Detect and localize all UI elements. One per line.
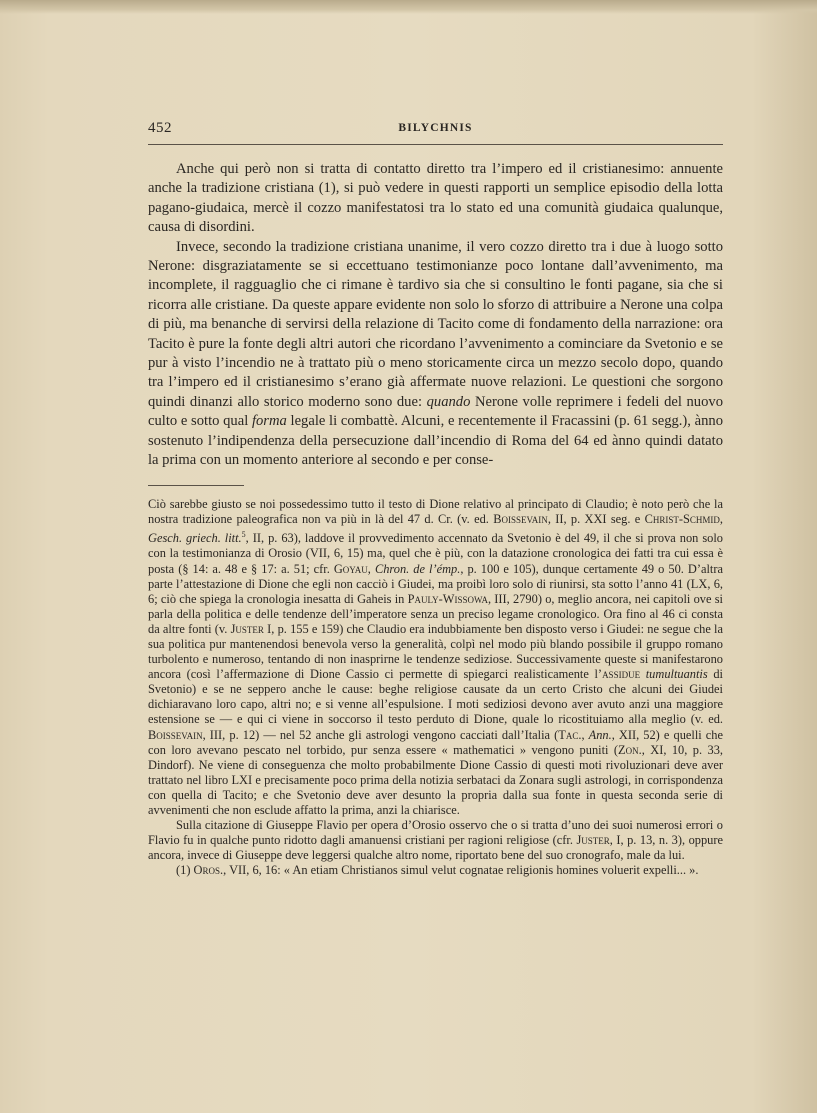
- fn-author-tacitus: Tac.: [558, 727, 582, 742]
- page-header: [148, 120, 723, 142]
- paragraph-2-part-c: legale li combattè. Alcuni, e recentemente il Fracassini (p. 61 segg.), ànno sostenuto l’indipendenza della persecuzione dall’incendio di Roma del 64 ed ànno quindi datato la prima con un momento anteriore al secondo e per conse-: [148, 413, 724, 469]
- fn-author-juster-2: Juster: [576, 833, 610, 848]
- fn-author-juster: Juster: [230, 621, 264, 636]
- fn-text: ,: [581, 727, 589, 742]
- fn-text: , III, p. 12) — nel 52 anche gli astrologi vengono cacciati dall’Italia (: [202, 727, 559, 742]
- fn-text: , II, p. 63), laddove il provvedimento accennato da Svetonio è del 49, il che si prova non solo con la testimonianza di Orosio (VII, 6, 15) ma, quel che è più, con la datazione cronologica dei fatti tra cui essa è posta (§ 14: a. 48 e § 17: a. 51; cfr.: [148, 531, 723, 576]
- fn-superscript: 5: [241, 530, 246, 540]
- fn-text: , II, p. XXI seg. e: [547, 512, 645, 527]
- fn-title-chron: Chron. de l’émp.: [374, 561, 461, 576]
- footnotes: [148, 497, 723, 878]
- fn-author-zonaras: Zon.: [618, 742, 642, 757]
- paragraph-2-part-b: Nerone volle reprimere i fedeli del nuovo culto e sotto qual: [148, 393, 723, 430]
- fn-text: di Svetonio) e se ne seppero anche le cause: beghe religiose causate da un certo Cristo che alcuni dei Giudei dichiaravano loro capo, altri no; e si venne all’espulsione. I moti sediziosi devono aver avuto anzi una maggiore estensione se — e qui ci viene in soccorso il testo perduto di Dione, quale lo ricostituiamo alla meglio (v. ed.: [148, 667, 723, 727]
- footnote-rule: [148, 485, 244, 486]
- fn-word-tumultuantis: tumultuantis: [645, 667, 708, 682]
- fn-author-pauly-wissowa: Pauly-Wissowa: [407, 591, 488, 606]
- main-text: [148, 160, 723, 471]
- fn-text: , I, p. 13, n. 3), oppure ancora, invece di Giuseppe deve leggersi qualche altro nome, riportato bene del suo cronografo, male da lui.: [148, 833, 723, 863]
- fn-author-orosius: Oros.: [193, 863, 224, 878]
- footnote-1: [148, 863, 723, 878]
- fn-author-boissevain: Boissevain: [493, 512, 548, 527]
- fn-word-assidue: assidue: [602, 667, 641, 682]
- footnote-paragraph-flavio: [148, 818, 723, 863]
- page-top-edge: [0, 0, 817, 14]
- fn-text: , VII, 6, 16: « An etiam Christianos simul velut cognatae religionis homines voluerit expelli... ».: [223, 863, 699, 878]
- fn-text: I, p. 155 e 159) che Claudio era indubbiamente ben disposto verso i Giudei: ne segue che la sua politica pur mantenendosi benevola verso la generalità, colpì nel modo più blando possibile il gruppo romano turbolento e numeroso, tentando di non inasprirne le tendenze sediziose. Successivamente queste si manifestarono ancora (così l’affermazione di Dione Cassio ci permette di spiegarci realisticamente l’: [148, 621, 723, 682]
- fn-author-boissevain-2: Boissevain: [148, 727, 203, 742]
- fn-author-christ-schmid: Christ-Schmid: [644, 512, 720, 527]
- fn-text: Ciò sarebbe giusto se noi possedessimo tutto il testo di Dione relativo al principato di Claudio; è noto però che la nostra tradizione paleografica non va più in là del 47 d. Cr. (v. ed.: [148, 497, 723, 527]
- paragraph-2-part-a: Invece, secondo la tradizione cristiana unanime, il vero cozzo diretto tra i due à luogo sotto Nerone: disgraziatamente se si eccettuano testimonianze poco lontane dall’avvenimento, ma incomplete, il ragguaglio che ci rimane è tardivo sia che si consultino le fonti pagane, sia che si ricorra alle cristiane. Da queste appare evidente non solo lo sforzo di attribuire a Nerone una colpa di più, ma benanche di servirsi della relazione di Tacito come di fondamento della narrazione: ora Tacito è pure la fonte degli altri autori che ricordano l’avvenimento a cominciare da Svetonio e se pur à visto l’incendio ne à trattato più o meno storicamente circa un mezzo secolo dopo, quando tra l’impero ed il cristianesimo s’erano già affermate nuove relazioni. Le questioni che sorgono quindi dinanzi allo storico moderno sono due:: [148, 238, 723, 410]
- fn-text: , XI, 10, p. 33, Dindorf). Ne viene di conseguenza che molto probabilmente Dione Cassio di questi moti rivoluzionari deve aver trattato nel libro LXI e precisamente poco prima della notizia serbataci da Zonara sugli astrologi, in corrispondenza con quella di Tacito; e che Svetonio deve aver desunto la propria dalla sua fonte in questa seconda serie di avvenimenti che non esclude affatto la prima, anzi la chiarisce.: [148, 742, 723, 817]
- fn-text: ,: [367, 561, 375, 576]
- running-head: BILYCHNIS: [398, 122, 473, 134]
- fn-text: , III, 2790) o, meglio ancora, nei capitoli ove si parla della politica e delle tendenze dell’imperatore senza un preciso legame cronologico. Ora fino al 46 ci consta da altre fonti (v.: [148, 591, 723, 636]
- fn-marker: (1): [176, 863, 194, 878]
- fn-title-annales: Ann.: [588, 727, 612, 742]
- paragraph-1: Anche qui però non si tratta di contatto diretto tra l’impero ed il cristianesimo: annuente anche la tradizione cristiana (1), si può vedere in questi rapporti un semplice episodio della lotta pagano-giudaica, mercè il cozzo manifestatosi tra lo stato ed una comunità giudaica qualunque, causa di disordini.: [148, 161, 723, 236]
- fn-text: , XII, 52) e quelli che con loro avevano pescato nel torbido, pur senza essere « mathematici » vengono puniti (: [148, 727, 723, 757]
- italic-forma: forma: [251, 413, 287, 430]
- paragraph-2: [148, 238, 723, 471]
- page-number: 452: [148, 120, 172, 136]
- fn-text: Sulla citazione di Giuseppe Flavio per opera d’Orosio osservo che o si tratta d’uno dei suoi numerosi errori o Flavio fu in qualche punto ridotto dagli amanuensi cristiani per ragioni religiose (cfr.: [148, 818, 723, 848]
- header-rule: [148, 144, 723, 145]
- footnote-continuation: [148, 497, 723, 818]
- fn-text: ,: [719, 512, 723, 527]
- fn-author-goyau: Goyau: [333, 561, 368, 576]
- fn-title-gesch: Gesch. griech. litt.: [148, 531, 242, 546]
- italic-quando: quando: [426, 393, 471, 410]
- fn-text: , p. 100 e 105), dunque certamente 49 o 50. D’altra parte l’attestazione di Dione che egli non cacciò i Giudei, ma proibì loro solo di riunirsi, sta sotto l’anno 41 (LX, 6, 6; ciò che spiega la cronologia inesatta di Gaheis in: [148, 561, 723, 606]
